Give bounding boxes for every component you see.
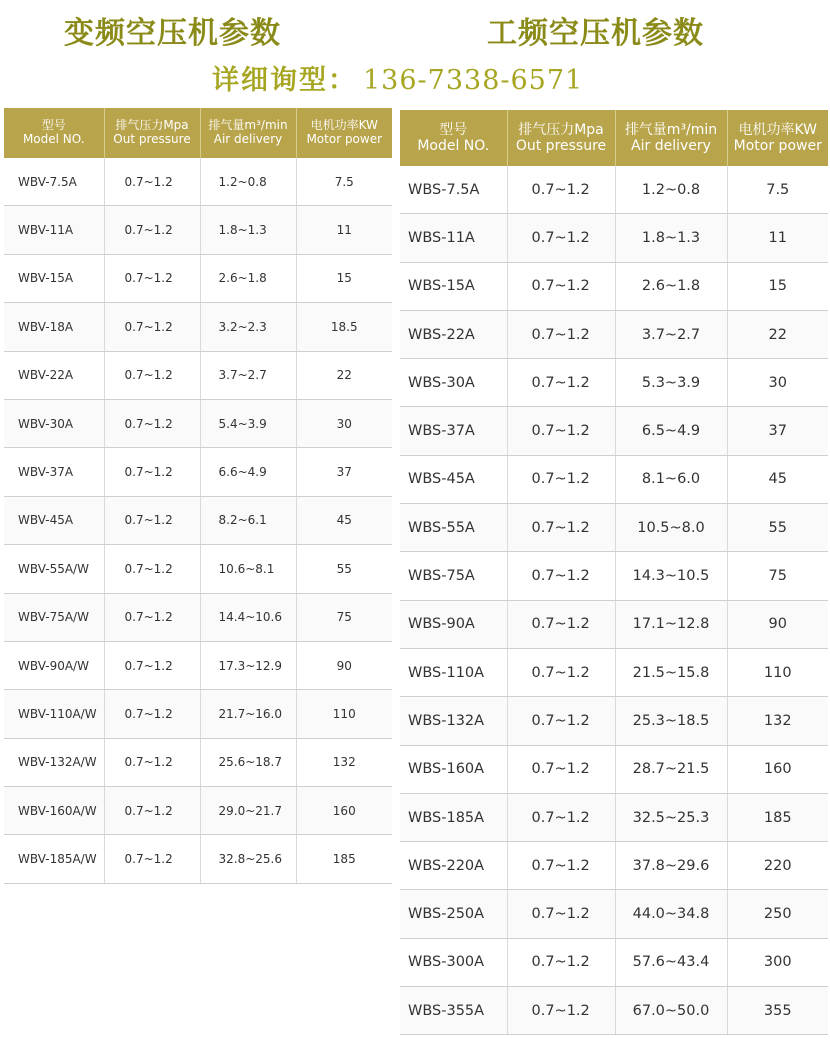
cell-air-delivery: 57.6~43.4 (615, 938, 727, 986)
cell-pressure: 0.7~1.2 (104, 738, 200, 786)
cell-air-delivery: 3.2~2.3 (200, 303, 296, 351)
cell-pressure: 0.7~1.2 (104, 448, 200, 496)
cell-motor-power: 132 (727, 697, 828, 745)
cell-model: WBV-132A/W (4, 738, 104, 786)
cell-model: WBS-185A (400, 793, 507, 841)
power-frequency-title: 工频空压机参数 (487, 16, 704, 51)
header-motor-power (727, 110, 828, 166)
cell-pressure: 0.7~1.2 (507, 697, 615, 745)
cell-model: WBV-55A/W (4, 545, 104, 593)
table-row (400, 648, 828, 696)
power-frequency-table (400, 110, 828, 1035)
table-row (400, 407, 828, 455)
cell-motor-power: 30 (296, 399, 392, 447)
cell-motor-power: 37 (727, 407, 828, 455)
cell-model: WBV-30A (4, 399, 104, 447)
cell-air-delivery: 10.5~8.0 (615, 504, 727, 552)
cell-pressure: 0.7~1.2 (507, 600, 615, 648)
cell-air-delivery: 32.5~25.3 (615, 793, 727, 841)
cell-model: WBV-22A (4, 351, 104, 399)
variable-frequency-title: 变频空压机参数 (64, 16, 281, 51)
header-model (4, 108, 104, 158)
cell-motor-power: 300 (727, 938, 828, 986)
cell-air-delivery: 1.2~0.8 (615, 166, 727, 214)
cell-pressure: 0.7~1.2 (507, 938, 615, 986)
header-pressure-en: Out pressure (515, 138, 607, 154)
cell-motor-power: 55 (727, 504, 828, 552)
table-row (4, 690, 392, 738)
cell-pressure: 0.7~1.2 (507, 214, 615, 262)
cell-air-delivery: 29.0~21.7 (200, 787, 296, 835)
cell-model: WBV-45A (4, 496, 104, 544)
cell-pressure: 0.7~1.2 (507, 262, 615, 310)
cell-air-delivery: 17.1~12.8 (615, 600, 727, 648)
cell-air-delivery: 44.0~34.8 (615, 890, 727, 938)
cell-pressure: 0.7~1.2 (104, 303, 200, 351)
cell-pressure: 0.7~1.2 (104, 545, 200, 593)
cell-model: WBS-75A (400, 552, 507, 600)
header-model-cn: 型号 (41, 118, 66, 133)
table-row (4, 158, 392, 206)
table-row (400, 359, 828, 407)
table-row (400, 745, 828, 793)
table-row (4, 303, 392, 351)
table-row (4, 206, 392, 254)
table-row (4, 738, 392, 786)
header-air-delivery (200, 108, 296, 158)
cell-model: WBS-355A (400, 987, 507, 1035)
cell-model: WBV-75A/W (4, 593, 104, 641)
cell-air-delivery: 8.2~6.1 (200, 496, 296, 544)
header-model-en: Model NO. (417, 138, 490, 154)
table-row (4, 399, 392, 447)
cell-pressure: 0.7~1.2 (507, 987, 615, 1035)
table-row (4, 787, 392, 835)
cell-pressure: 0.7~1.2 (104, 158, 200, 206)
cell-air-delivery: 6.5~4.9 (615, 407, 727, 455)
cell-air-delivery: 14.3~10.5 (615, 552, 727, 600)
contact-phone: 136-7338-6571 (363, 65, 584, 96)
cell-motor-power: 110 (727, 648, 828, 696)
cell-motor-power: 18.5 (296, 303, 392, 351)
cell-air-delivery: 25.6~18.7 (200, 738, 296, 786)
cell-pressure: 0.7~1.2 (507, 166, 615, 214)
cell-air-delivery: 3.7~2.7 (615, 310, 727, 358)
table-header-row (4, 108, 392, 158)
cell-motor-power: 90 (296, 641, 392, 689)
cell-motor-power: 75 (296, 593, 392, 641)
cell-model: WBS-220A (400, 842, 507, 890)
cell-motor-power: 355 (727, 987, 828, 1035)
table-row (400, 987, 828, 1035)
cell-motor-power: 22 (296, 351, 392, 399)
cell-model: WBS-110A (400, 648, 507, 696)
cell-motor-power: 22 (727, 310, 828, 358)
header-air-en: Air delivery (213, 132, 283, 146)
cell-model: WBS-250A (400, 890, 507, 938)
cell-model: WBV-90A/W (4, 641, 104, 689)
cell-pressure: 0.7~1.2 (507, 552, 615, 600)
cell-motor-power: 75 (727, 552, 828, 600)
cell-model: WBV-18A (4, 303, 104, 351)
cell-pressure: 0.7~1.2 (104, 593, 200, 641)
cell-air-delivery: 14.4~10.6 (200, 593, 296, 641)
header-model (400, 110, 507, 166)
table-row (400, 262, 828, 310)
cell-air-delivery: 25.3~18.5 (615, 697, 727, 745)
cell-pressure: 0.7~1.2 (104, 399, 200, 447)
header-motor-power (296, 108, 392, 158)
variable-frequency-table (4, 108, 392, 884)
cell-pressure: 0.7~1.2 (507, 504, 615, 552)
cell-model: WBV-185A/W (4, 835, 104, 883)
cell-air-delivery: 21.5~15.8 (615, 648, 727, 696)
cell-air-delivery: 28.7~21.5 (615, 745, 727, 793)
table-row (400, 938, 828, 986)
table-row (400, 697, 828, 745)
cell-model: WBS-22A (400, 310, 507, 358)
cell-motor-power: 45 (296, 496, 392, 544)
table-row (400, 552, 828, 600)
table-row (4, 254, 392, 302)
table-row (4, 448, 392, 496)
cell-model: WBV-7.5A (4, 158, 104, 206)
cell-model: WBS-30A (400, 359, 507, 407)
cell-air-delivery: 1.8~1.3 (615, 214, 727, 262)
cell-pressure: 0.7~1.2 (104, 254, 200, 302)
cell-pressure: 0.7~1.2 (104, 835, 200, 883)
table-row (4, 496, 392, 544)
cell-motor-power: 15 (727, 262, 828, 310)
table-row (4, 545, 392, 593)
header-power-en: Motor power (733, 138, 822, 154)
cell-motor-power: 220 (727, 842, 828, 890)
cell-motor-power: 132 (296, 738, 392, 786)
table-row (4, 641, 392, 689)
table-row (400, 504, 828, 552)
cell-motor-power: 11 (727, 214, 828, 262)
cell-model: WBV-15A (4, 254, 104, 302)
cell-model: WBS-7.5A (400, 166, 507, 214)
cell-model: WBS-15A (400, 262, 507, 310)
cell-pressure: 0.7~1.2 (507, 648, 615, 696)
contact-line (212, 58, 583, 97)
header-pressure (507, 110, 615, 166)
table-row (4, 835, 392, 883)
cell-pressure: 0.7~1.2 (507, 842, 615, 890)
table-header-row (400, 110, 828, 166)
cell-air-delivery: 37.8~29.6 (615, 842, 727, 890)
cell-pressure: 0.7~1.2 (104, 690, 200, 738)
header-model-en: Model NO. (22, 132, 85, 146)
cell-model: WBS-45A (400, 455, 507, 503)
table-row (400, 793, 828, 841)
cell-air-delivery: 21.7~16.0 (200, 690, 296, 738)
table-row (400, 842, 828, 890)
cell-pressure: 0.7~1.2 (507, 745, 615, 793)
cell-pressure: 0.7~1.2 (507, 455, 615, 503)
table-row (400, 214, 828, 262)
table-row (4, 351, 392, 399)
cell-motor-power: 30 (727, 359, 828, 407)
header-pressure-cn: 排气压力Mpa (518, 121, 604, 138)
cell-air-delivery: 6.6~4.9 (200, 448, 296, 496)
header-air-cn: 排气量m³/min (624, 121, 718, 138)
cell-motor-power: 250 (727, 890, 828, 938)
cell-air-delivery: 2.6~1.8 (200, 254, 296, 302)
header-model-cn: 型号 (439, 121, 468, 138)
table-row (400, 890, 828, 938)
cell-motor-power: 110 (296, 690, 392, 738)
cell-model: WBS-90A (400, 600, 507, 648)
cell-model: WBS-37A (400, 407, 507, 455)
cell-pressure: 0.7~1.2 (507, 793, 615, 841)
cell-air-delivery: 10.6~8.1 (200, 545, 296, 593)
cell-model: WBV-11A (4, 206, 104, 254)
cell-air-delivery: 5.4~3.9 (200, 399, 296, 447)
cell-motor-power: 90 (727, 600, 828, 648)
cell-motor-power: 55 (296, 545, 392, 593)
cell-motor-power: 15 (296, 254, 392, 302)
cell-air-delivery: 67.0~50.0 (615, 987, 727, 1035)
cell-model: WBS-300A (400, 938, 507, 986)
header-air-delivery (615, 110, 727, 166)
header-power-cn: 电机功率KW (738, 121, 818, 138)
cell-air-delivery: 17.3~12.9 (200, 641, 296, 689)
cell-pressure: 0.7~1.2 (104, 641, 200, 689)
cell-pressure: 0.7~1.2 (104, 496, 200, 544)
cell-air-delivery: 1.2~0.8 (200, 158, 296, 206)
cell-air-delivery: 5.3~3.9 (615, 359, 727, 407)
cell-pressure: 0.7~1.2 (104, 206, 200, 254)
header-power-cn: 电机功率KW (310, 118, 378, 133)
cell-pressure: 0.7~1.2 (507, 310, 615, 358)
cell-model: WBV-160A/W (4, 787, 104, 835)
header-pressure (104, 108, 200, 158)
contact-label: 详细询型： (212, 65, 357, 96)
table-row (400, 455, 828, 503)
header-air-cn: 排气量m³/min (208, 118, 288, 133)
cell-air-delivery: 8.1~6.0 (615, 455, 727, 503)
cell-motor-power: 11 (296, 206, 392, 254)
cell-model: WBV-37A (4, 448, 104, 496)
cell-motor-power: 37 (296, 448, 392, 496)
cell-air-delivery: 2.6~1.8 (615, 262, 727, 310)
cell-model: WBS-11A (400, 214, 507, 262)
cell-pressure: 0.7~1.2 (507, 359, 615, 407)
cell-motor-power: 7.5 (727, 166, 828, 214)
table-row (4, 593, 392, 641)
cell-motor-power: 160 (296, 787, 392, 835)
cell-model: WBS-160A (400, 745, 507, 793)
cell-motor-power: 45 (727, 455, 828, 503)
cell-air-delivery: 32.8~25.6 (200, 835, 296, 883)
cell-pressure: 0.7~1.2 (104, 787, 200, 835)
cell-motor-power: 185 (296, 835, 392, 883)
cell-pressure: 0.7~1.2 (507, 890, 615, 938)
cell-model: WBS-132A (400, 697, 507, 745)
table-row (400, 310, 828, 358)
cell-motor-power: 185 (727, 793, 828, 841)
cell-model: WBS-55A (400, 504, 507, 552)
header-power-en: Motor power (306, 132, 383, 146)
table-row (400, 166, 828, 214)
header-pressure-cn: 排气压力Mpa (115, 118, 189, 133)
header-pressure-en: Out pressure (113, 132, 191, 146)
table-row (400, 600, 828, 648)
cell-model: WBV-110A/W (4, 690, 104, 738)
cell-motor-power: 160 (727, 745, 828, 793)
cell-pressure: 0.7~1.2 (507, 407, 615, 455)
header-air-en: Air delivery (631, 138, 711, 154)
cell-air-delivery: 1.8~1.3 (200, 206, 296, 254)
cell-pressure: 0.7~1.2 (104, 351, 200, 399)
cell-air-delivery: 3.7~2.7 (200, 351, 296, 399)
cell-motor-power: 7.5 (296, 158, 392, 206)
